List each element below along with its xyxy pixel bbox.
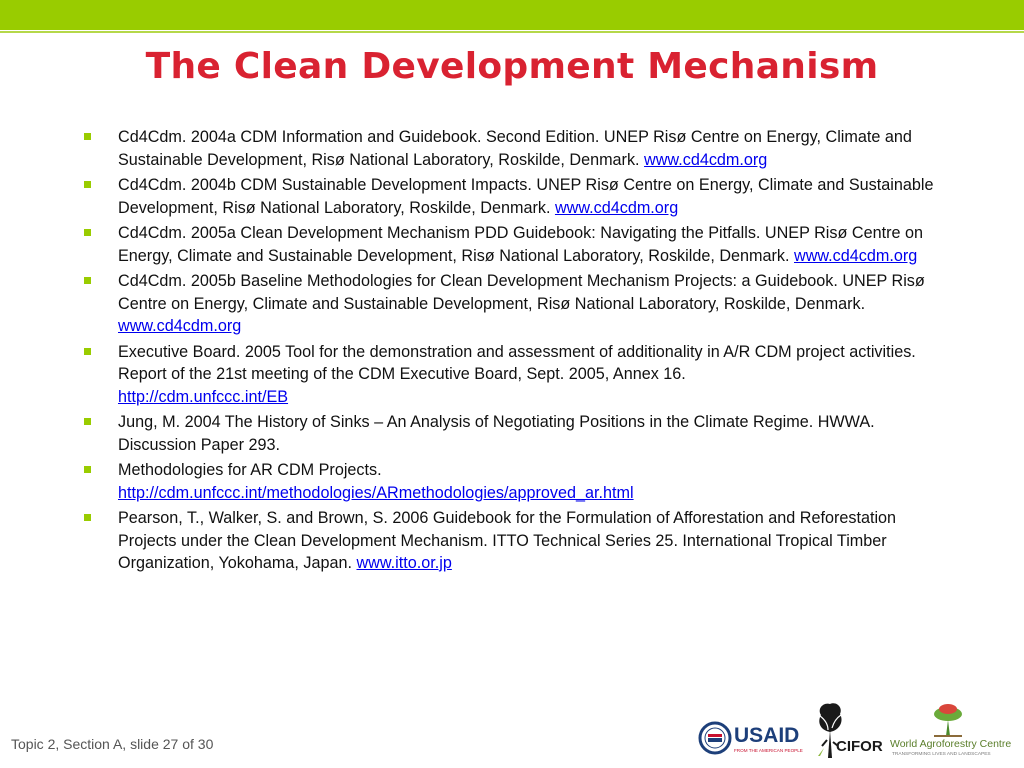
reference-link[interactable]: www.itto.or.jp [356,554,452,572]
reference-link[interactable]: www.cd4cdm.org [794,246,918,265]
reference-link[interactable]: www.cd4cdm.org [644,150,768,169]
square-bullet-icon [84,133,91,140]
reference-list [82,126,942,578]
list-item [82,507,942,575]
usaid-wordmark: USAID [734,724,800,747]
reference-text: Pearson, T., Walker, S. and Brown, S. 2006 Guidebook for the Formulation of Afforestation and Reforestation Projects under the Clean Development Mechanism. ITTO Technical Series 25. International Tropical Timber Organization, Yokohama, Japan. [118,509,897,572]
reference-text: Cd4Cdm. 2004b CDM Sustainable Development Impacts. UNEP Risø Centre on Energy, Climate and Sustainable Development, Risø National Laboratory, Roskilde, Denmark. [118,176,934,217]
list-item [82,270,942,338]
reference-link[interactable]: http://cdm.unfccc.int/EB [118,387,289,406]
agroforestry-tree-icon [888,700,1018,740]
reference-link[interactable]: http://cdm.unfccc.int/methodologies/ARmethodologies/approved_ar.html [118,483,634,502]
top-accent-line [0,31,1024,33]
list-item [82,126,942,171]
reference-text: Executive Board. 2005 Tool for the demonstration and assessment of additionality in A/R CDM project activities. Report of the 21st meeting of the CDM Executive Board, Sept. 2005, Annex 16. [118,342,916,383]
list-item [82,174,942,219]
list-item [82,459,942,504]
square-bullet-icon [84,514,91,521]
reference-text: Jung, M. 2004 The History of Sinks – An Analysis of Negotiating Positions in the Climate Regime. HWWA. Discussion Paper 293. [118,413,875,454]
reference-text: Cd4Cdm. 2005b Baseline Methodologies for Clean Development Mechanism Projects: a Guidebook. UNEP Risø Centre on Energy, Climate and Sustainable Development, Risø National Laboratory, Roskilde, Denmark. [118,272,925,313]
square-bullet-icon [84,418,91,425]
icraf-wordmark: World Agroforestry Centre [890,738,1012,750]
reference-text: Methodologies for AR CDM Projects. [118,461,382,479]
reference-link[interactable]: www.cd4cdm.org [118,317,242,335]
square-bullet-icon [84,466,91,473]
list-item [82,411,942,456]
slide-footer: Topic 2, Section A, slide 27 of 30 [11,736,214,752]
square-bullet-icon [84,229,91,236]
icraf-tagline: TRANSFORMING LIVES AND LANDSCAPES [892,752,991,757]
reference-text: Cd4Cdm. 2005a Clean Development Mechanism PDD Guidebook: Navigating the Pitfalls. UNEP Risø Centre on Energy, Climate and Sustainable Development, Risø National Laboratory, Roskilde, Denmark. [118,224,923,265]
square-bullet-icon [84,277,91,284]
icraf-logo [888,700,1018,760]
usaid-tagline: FROM THE AMERICAN PEOPLE [734,748,803,753]
top-accent-bar [0,0,1024,30]
slide-title: The Clean Development Mechanism [145,46,879,87]
usaid-logo [698,700,804,760]
list-item [82,222,942,267]
square-bullet-icon [84,348,91,355]
reference-text: Cd4Cdm. 2004a CDM Information and Guidebook. Second Edition. UNEP Risø Centre on Energy, Climate and Sustainable Development, Risø National Laboratory, Roskilde, Denmark. [118,128,912,169]
list-item [82,341,942,409]
square-bullet-icon [84,181,91,188]
cifor-wordmark: CIFOR [836,738,883,755]
reference-link[interactable]: www.cd4cdm.org [554,198,679,217]
cifor-logo [814,700,884,760]
